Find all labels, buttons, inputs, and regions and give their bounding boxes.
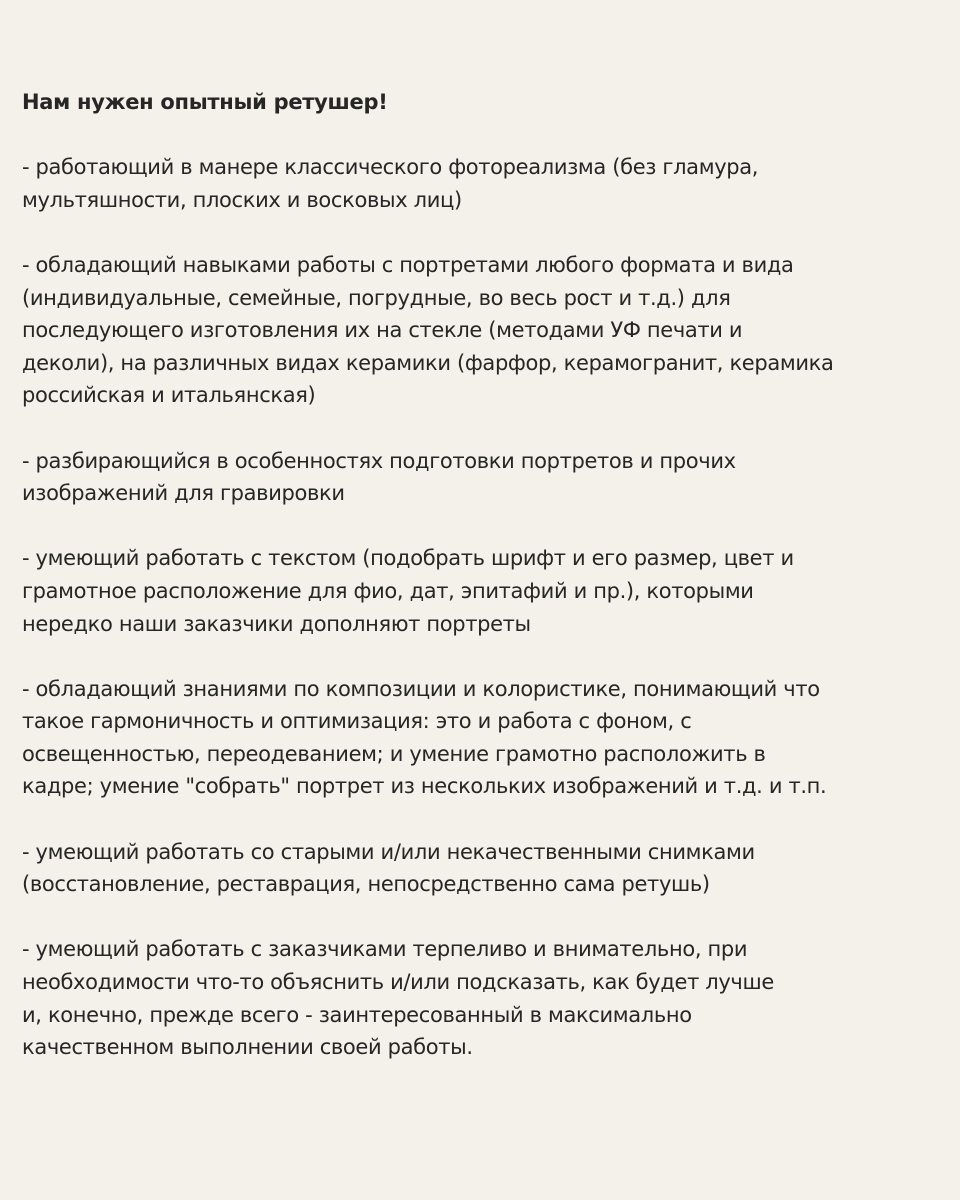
paragraph-photorealism: - работающий в манере классического фотореализма (без гламура, мультяшности, плоских и восковых лиц) (22, 155, 759, 212)
paragraph-text-work: - умеющий работать с текстом (подобрать шрифт и его размер, цвет и грамотное расположение для фио, дат, эпитафий и пр.), которыми нередко наши заказчики дополняют портреты (22, 546, 794, 636)
paragraph-portrait-skills: - обладающий навыками работы с портретами любого формата и вида (индивидуальные, семейные, погрудные, во весь рост и т.д.) для последующего изготовления их на стекле (методами УФ печати и деколи), на различных видах керамики (фарфор, керамогранит, керамика российская и итальянская) (22, 252, 834, 408)
paragraph-composition: - обладающий знаниями по композиции и колористике, понимающий что такое гармоничность и оптимизация: это и работа с фоном, с освещенностью, переодеванием; и умение грамотно расположить в кадре; умение "собрать" портрет из нескольких изображений и т.д. и т.п. (22, 676, 827, 799)
paragraph-restoration: - умеющий работать со старыми и/или некачественными снимками (восстановление, реставрация, непосредственно сама ретушь) (22, 839, 755, 897)
document-title: Нам нужен опытный ретушер! (22, 90, 388, 114)
paragraph-clients: - умеющий работать с заказчиками терпеливо и внимательно, при необходимости что-то объяснить и/или подсказать, как будет лучше и, конечно, прежде всего - заинтересованный в максимально качественном выполнении своей работы. (22, 937, 774, 1060)
paragraph-engraving: - разбирающийся в особенностях подготовки портретов и прочих изображений для гравировки (22, 448, 736, 506)
document-body (22, 86, 958, 1064)
